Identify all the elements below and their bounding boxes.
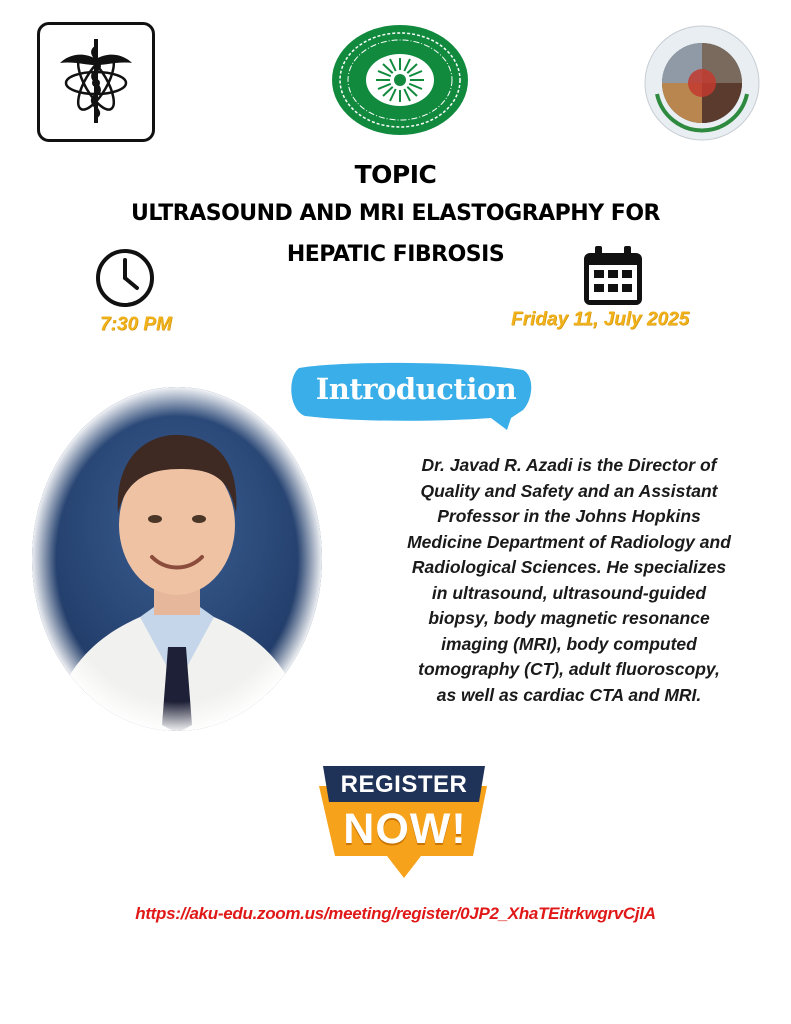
bio-line: in ultrasound, ultrasound-guided — [431, 582, 707, 603]
now-label: NOW! — [343, 805, 467, 853]
green-seal-icon — [331, 24, 469, 136]
registration-link[interactable]: https://aku-edu.zoom.us/meeting/register/0JP2_XhaTEitrkwgrvCjlA — [135, 904, 656, 923]
register-label: REGISTER — [340, 771, 468, 798]
society-logo-left — [37, 22, 155, 142]
bio-line: Professor in the Johns Hopkins — [437, 506, 701, 526]
bio-line: Quality and Safety and an Assistant — [420, 480, 718, 501]
introduction-label: Introduction — [315, 372, 517, 406]
title-line-1: ULTRASOUND AND MRI ELASTOGRAPHY FOR — [131, 201, 660, 226]
speaker-portrait — [30, 385, 324, 733]
bio-line: Radiological Sciences. He specializes — [411, 557, 727, 577]
event-date: Friday 11, July 2025 — [511, 309, 690, 330]
bio-line: as well as cardiac CTA and MRI. — [436, 684, 702, 705]
bio-line: tomography (CT), adult fluoroscopy, — [418, 659, 720, 679]
clock-icon — [92, 248, 158, 308]
bio-line: imaging (MRI), body computed — [441, 633, 697, 654]
caduceus-crescent-logo — [40, 25, 152, 139]
event-time: 7:30 PM — [100, 314, 172, 335]
radiological-society-logo — [643, 24, 761, 142]
bio-line: Medicine Department of Radiology and — [407, 531, 731, 552]
bio-line: Dr. Javad R. Azadi is the Director of — [421, 455, 717, 475]
title-line-2: HEPATIC FIBROSIS — [286, 242, 505, 267]
radiology-ring-logo — [643, 24, 761, 142]
speaker-bio — [362, 453, 776, 708]
calendar-icon — [578, 243, 648, 309]
bio-line: biopsy, body magnetic resonance — [428, 608, 710, 628]
university-seal-logo — [331, 24, 469, 136]
topic-label: TOPIC — [354, 160, 437, 189]
